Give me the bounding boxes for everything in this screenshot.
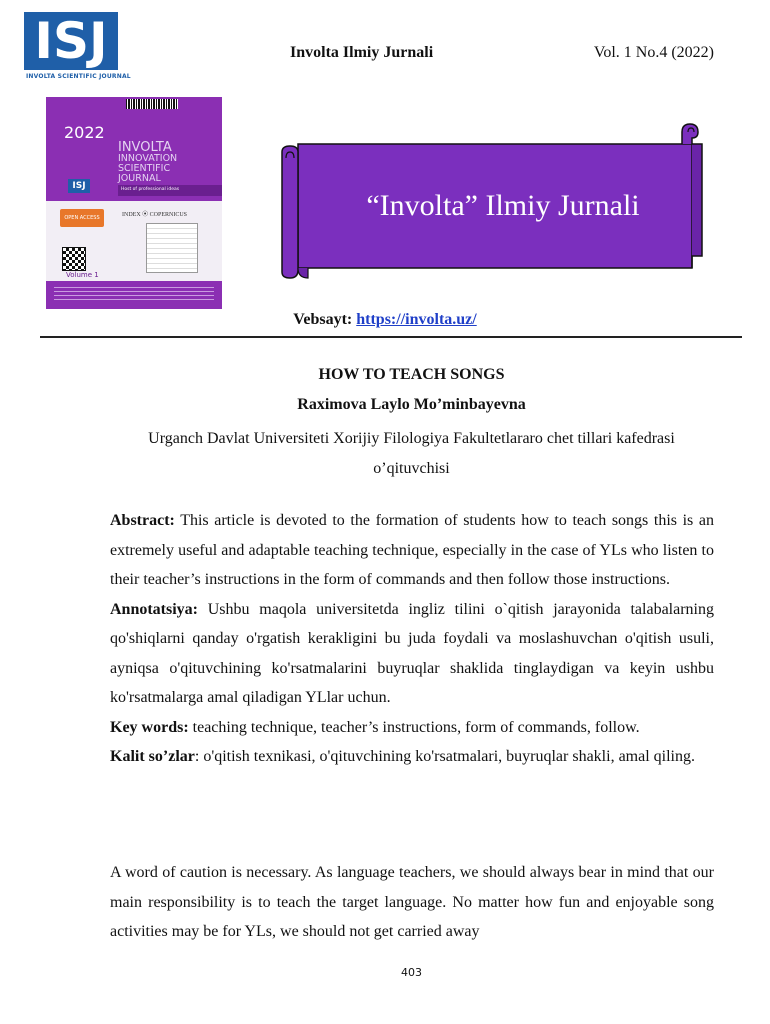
logo-caption: INVOLTA SCIENTIFIC JOURNAL [26, 73, 131, 80]
cover-journal-name [118, 141, 218, 184]
header-divider [40, 336, 742, 338]
cover-name-line1: INVOLTA [118, 140, 172, 155]
cover-tagline-strip [118, 185, 222, 196]
open-access-badge: OPEN ACCESS [60, 209, 104, 227]
journal-logo [24, 12, 131, 82]
cover-tagline: Host of professional ideas [121, 187, 180, 192]
affiliation-line1: Urganch Davlat Universiteti Xorijiy Filologiya Fakultetlararo chet tillari kafedrasi [148, 430, 675, 447]
cover-volume: Volume 1 [66, 271, 99, 279]
cover-bottom-band [46, 281, 222, 309]
annotatsiya-text: Ushbu maqola universitetda ingliz tilini o`qitish jarayonida talabalarning qo'shiqlarni qanday o'rgatish kerakligini bu juda foydali va moslashuvchan o'qitish usuli, ayniqsa o'qituvchining ko'rsatmalarini buyruqlar shaklida tinglaydigan va keyin ushbu ko'rsatmalarga amal qiladigan YLlar uchun. [110, 600, 714, 706]
kalit-paragraph [110, 742, 714, 772]
cover-subject-list [146, 223, 198, 273]
cover-index-copernicus: INDEX ⦿ COPERNICUS [122, 212, 188, 218]
keywords-text: teaching technique, teacher’s instructions, form of commands, follow. [188, 718, 640, 736]
abstract-label: Abstract: [110, 512, 175, 529]
cover-name-line3: SCIENTIFIC [118, 163, 171, 174]
cover-name-line2: INNOVATION [118, 153, 178, 164]
kalit-text: : o'qitish texnikasi, o'qituvchining ko'rsatmalari, buyruqlar shakli, amal qiling. [194, 748, 695, 765]
cover-isj-logo: ISJ [68, 179, 90, 193]
annotatsiya-label: Annotatsiya: [110, 600, 199, 618]
kalit-label: Kalit so’zlar [110, 748, 195, 765]
abstract-block [110, 506, 714, 772]
journal-title: Involta Ilmiy Jurnali [290, 44, 434, 61]
keywords-paragraph [110, 713, 714, 743]
keywords-label: Key words: [110, 718, 189, 736]
article-title: HOW TO TEACH SONGS [318, 366, 505, 383]
journal-banner [272, 122, 720, 280]
cover-year: 2022 [64, 123, 105, 142]
affiliation-line2: o’qituvchisi [373, 460, 450, 477]
cover-name-line4: JOURNAL [118, 173, 161, 184]
article-author: Raximova Laylo Mo’minbayevna [297, 396, 526, 413]
abstract-text: This article is devoted to the formation of students how to teach songs this is an extremely useful and adaptable teaching technique, especially in the case of YLs who listen to their teacher’s instructions in the form of commands and then follow those instructions. [110, 512, 714, 588]
barcode [126, 99, 178, 109]
banner-title: “Involta” Ilmiy Jurnali [366, 189, 640, 222]
volume-info: Vol. 1 No.4 (2022) [593, 44, 714, 61]
annotatsiya-paragraph [110, 595, 714, 713]
qr-code-icon [62, 247, 86, 271]
logo-mark: ISJ [24, 12, 118, 70]
page-number: 403 [401, 966, 422, 979]
article-affiliation [0, 424, 770, 484]
website-link[interactable]: https://involta.uz/ [356, 311, 477, 328]
website-label: Vebsayt: [293, 311, 353, 328]
abstract-paragraph [110, 506, 714, 595]
body-paragraph: A word of caution is necessary. As language teachers, we should always bear in mind that our main responsibility is to teach the target language. No matter how fun and enjoyable song activities may be for YLs, we should not get carried away [110, 864, 714, 940]
website-line [0, 311, 770, 329]
journal-cover-image [46, 97, 222, 309]
